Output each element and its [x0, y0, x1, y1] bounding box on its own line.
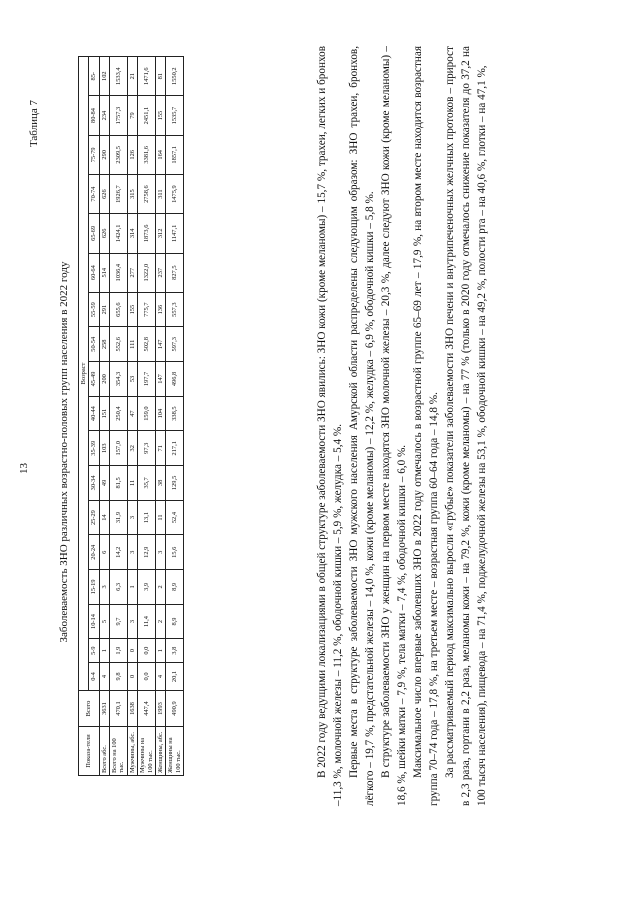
- table-cell: 311: [155, 174, 165, 213]
- table-cell: 11: [155, 500, 165, 535]
- age-group-header: 35-39: [89, 431, 99, 466]
- table-cell: 197,7: [138, 362, 156, 397]
- table-cell: 597,3: [166, 327, 184, 362]
- table-cell: 1926,7: [110, 174, 128, 213]
- table-cell: 2451,1: [138, 96, 156, 135]
- table-cell: 102: [99, 57, 109, 96]
- table-cell: 8,9: [166, 604, 184, 639]
- paragraph: Максимальное число впервые заболевших ЗНО в 2022 году отмечалось в возрастной группе 65–69 лет – 17,9 %, на втором месте находится возрастная группа 70–74 года – 17,8 %, на третьем месте – возрастная группа 60–64 года – 14,8 %.: [412, 46, 440, 806]
- table-cell: 14,2: [110, 535, 128, 570]
- table-row: [110, 57, 128, 776]
- table-row: [155, 57, 165, 776]
- table-cell: 147: [155, 362, 165, 397]
- table-cell: 250,4: [110, 396, 128, 431]
- table-cell: 129,5: [166, 466, 184, 501]
- table-cell: 21: [127, 57, 137, 96]
- table-cell: 290: [99, 135, 109, 174]
- table-cell: 47: [127, 396, 137, 431]
- table-row: [99, 57, 109, 776]
- table-cell: 103: [99, 431, 109, 466]
- table-cell: 9,7: [110, 604, 128, 639]
- table-cell: 502,8: [138, 327, 156, 362]
- table-cell: 15,6: [166, 535, 184, 570]
- table-cell: 234: [99, 96, 109, 135]
- age-group-header: 50-54: [89, 327, 99, 362]
- table-cell: 1036,4: [110, 253, 128, 292]
- table-cell: 147: [155, 327, 165, 362]
- row-total: 490,9: [166, 691, 184, 727]
- paragraph: За рассматриваемый период максимально выросли «грубые» показатели заболеваемости ЗНО печени и внутрипеченочных желчных протоков – прирост в 2,3 раза, гортани в 2,2 раза, меланомы кожи – на 79,2 %, кожи (кроме меланомы) – на 77 % (только в 2020 году отмечалось снижение показателя до 37,2 на 100 тысяч населения), пищевода – на 71,4 %, поджелудочной железы на 53,1 %, ободочной кишки – на 49,2 %, полости рта – на 40,6 %, глотки – на 47,1 %,: [444, 46, 488, 806]
- table-row: [127, 57, 137, 776]
- table-cell: 827,5: [166, 253, 184, 292]
- age-group-header: 45-49: [89, 362, 99, 397]
- table-cell: 200: [99, 362, 109, 397]
- table-cell: 136: [155, 292, 165, 327]
- table-cell: 111: [127, 327, 137, 362]
- table-cell: 4: [99, 662, 109, 690]
- table-cell: 0: [127, 639, 137, 663]
- table-cell: 3,8: [166, 639, 184, 663]
- table-cell: 315: [127, 174, 137, 213]
- table-cell: 3,9: [138, 570, 156, 605]
- table-body: [99, 57, 183, 776]
- row-total: 1993: [155, 691, 165, 727]
- table-row: [166, 57, 184, 776]
- row-total: 3631: [99, 691, 109, 727]
- age-group-header: 40-44: [89, 396, 99, 431]
- table-cell: 35,7: [138, 466, 156, 501]
- table-cell: 3381,6: [138, 135, 156, 174]
- row-label: Женщины на 100 тыс.: [166, 727, 184, 776]
- age-group-header: 85-: [89, 57, 99, 96]
- row-total: 1638: [127, 691, 137, 727]
- age-group-header: 65-69: [89, 214, 99, 253]
- table-cell: 1475,9: [166, 174, 184, 213]
- table-cell: 338,5: [166, 396, 184, 431]
- table-cell: 217,1: [166, 431, 184, 466]
- age-group-header: 20-24: [89, 535, 99, 570]
- table-cell: 1: [99, 639, 109, 663]
- table-cell: 9,8: [110, 662, 128, 690]
- table-cell: 157,0: [110, 431, 128, 466]
- age-group-header: 70-74: [89, 174, 99, 213]
- table-cell: 1322,0: [138, 253, 156, 292]
- table-cell: 312: [155, 214, 165, 253]
- age-header-row: [89, 57, 99, 776]
- age-group-header: 25-29: [89, 500, 99, 535]
- table-cell: 53: [127, 362, 137, 397]
- table-cell: 81,5: [110, 466, 128, 501]
- table-cell: 1550,2: [166, 57, 184, 96]
- table-cell: 11,4: [138, 604, 156, 639]
- table-cell: 1873,6: [138, 214, 156, 253]
- paragraph: Первые места в структуре заболеваемости ЗНО мужского населения Амурской области распределены следующим образом: ЗНО трахеи, бронхов, лёгкого – 19,7 %, предстательной железы – 14,0 %, кожи (кроме меланомы) – 12,2 %, желудка – 6,9 %, ободочной кишки – 5,8 %.: [348, 46, 376, 806]
- age-group-header: 5-9: [89, 639, 99, 663]
- header-corner: Показа-тели: [79, 727, 100, 776]
- table-cell: 6,3: [110, 570, 128, 605]
- row-total: 470,1: [110, 691, 128, 727]
- table-cell: 1: [155, 639, 165, 663]
- table-cell: 164: [155, 135, 165, 174]
- table-cell: 20,1: [166, 662, 184, 690]
- table-cell: 0,0: [138, 639, 156, 663]
- table-cell: 49: [99, 466, 109, 501]
- table-cell: 3: [155, 535, 165, 570]
- table-cell: 2: [155, 570, 165, 605]
- table-cell: 2309,5: [110, 135, 128, 174]
- row-label: Женщины, абс.: [155, 727, 165, 776]
- table-row: [138, 57, 156, 776]
- table-cell: 775,7: [138, 292, 156, 327]
- table-cell: 2: [155, 604, 165, 639]
- header-total: Всего: [79, 691, 100, 727]
- table-cell: 97,3: [138, 431, 156, 466]
- table-cell: 4: [155, 662, 165, 690]
- table-cell: 655,6: [110, 292, 128, 327]
- table-cell: 3: [127, 604, 137, 639]
- incidence-table: [78, 56, 184, 776]
- table-cell: 14: [99, 500, 109, 535]
- table-cell: 1471,6: [138, 57, 156, 96]
- age-group-header: 30-34: [89, 466, 99, 501]
- table-cell: 79: [127, 96, 137, 135]
- table-cell: 104: [155, 396, 165, 431]
- age-group-header: 55-59: [89, 292, 99, 327]
- table-cell: 32: [127, 431, 137, 466]
- row-label: Всего на 100 тыс.: [110, 727, 128, 776]
- table-cell: 314: [127, 214, 137, 253]
- table-cell: 31,9: [110, 500, 128, 535]
- table-cell: 1424,1: [110, 214, 128, 253]
- table-cell: 626: [99, 174, 109, 213]
- paragraph: В структуре заболеваемости ЗНО у женщин на первом месте находятся ЗНО молочной железы – 20,3 %, далее следуют ЗНО кожи (кроме меланомы) – 18,6 %, шейки матки – 7,9 %, тела матки – 7,4 %, ободочной кишки – 6,0 %.: [380, 46, 408, 806]
- table-title: Заболеваемость ЗНО различных возрастно-половых групп населения в 2022 году: [58, 261, 70, 643]
- table-cell: 71: [155, 431, 165, 466]
- table-cell: 151: [99, 396, 109, 431]
- row-total: 447,4: [138, 691, 156, 727]
- row-label: Всего абс.: [99, 727, 109, 776]
- table-cell: 0,0: [138, 662, 156, 690]
- row-label: Мужчины, абс.: [127, 727, 137, 776]
- table-cell: 1757,3: [110, 96, 128, 135]
- table-cell: 159,0: [138, 396, 156, 431]
- table-cell: 514: [99, 253, 109, 292]
- table-cell: 291: [99, 292, 109, 327]
- table-cell: 3: [99, 570, 109, 605]
- age-group-header: 10-14: [89, 604, 99, 639]
- age-group-header: 60-64: [89, 253, 99, 292]
- table-cell: 5: [99, 604, 109, 639]
- table-cell: 496,8: [166, 362, 184, 397]
- table-cell: 13,1: [138, 500, 156, 535]
- table-cell: 237: [155, 253, 165, 292]
- table-cell: 8,9: [166, 570, 184, 605]
- table-cell: 552,6: [110, 327, 128, 362]
- page-number: 13: [18, 463, 30, 474]
- age-group-header: 80-84: [89, 96, 99, 135]
- age-group-header: 0-4: [89, 662, 99, 690]
- table-cell: 1857,1: [166, 135, 184, 174]
- age-group-header: 15-19: [89, 570, 99, 605]
- table-cell: 38: [155, 466, 165, 501]
- table-cell: 1,9: [110, 639, 128, 663]
- table-cell: 626: [99, 214, 109, 253]
- header-age: Возраст: [79, 57, 89, 691]
- table-cell: 6: [99, 535, 109, 570]
- table-cell: 1147,1: [166, 214, 184, 253]
- table-cell: 1533,4: [110, 57, 128, 96]
- table-cell: 557,3: [166, 292, 184, 327]
- table-cell: 12,9: [138, 535, 156, 570]
- table-label: Таблица 7: [28, 100, 40, 148]
- table-cell: 126: [127, 135, 137, 174]
- table-cell: 1: [127, 570, 137, 605]
- table-cell: 52,4: [166, 500, 184, 535]
- table-cell: 155: [127, 292, 137, 327]
- table-cell: 3: [127, 535, 137, 570]
- table-cell: 11: [127, 466, 137, 501]
- age-group-header: 75-79: [89, 135, 99, 174]
- row-label: Мужчины на 100 тыс.: [138, 727, 156, 776]
- table-cell: 3: [127, 500, 137, 535]
- table-cell: 258: [99, 327, 109, 362]
- table-cell: 1535,7: [166, 96, 184, 135]
- table-cell: 354,3: [110, 362, 128, 397]
- table-cell: 2758,6: [138, 174, 156, 213]
- table-cell: 81: [155, 57, 165, 96]
- table-cell: 155: [155, 96, 165, 135]
- table-cell: 0: [127, 662, 137, 690]
- paragraph: В 2022 году ведущими локализациями в общей структуре заболеваемости ЗНО явились: ЗНО кожи (кроме меланомы) – 15,7 %, трахеи, легких и бронхов –11,3 %, молочной железы – 11,2 %, ободочной кишки – 5,9 %, желудка – 5,4 %.: [316, 46, 344, 806]
- table-cell: 277: [127, 253, 137, 292]
- body-text: [314, 46, 490, 806]
